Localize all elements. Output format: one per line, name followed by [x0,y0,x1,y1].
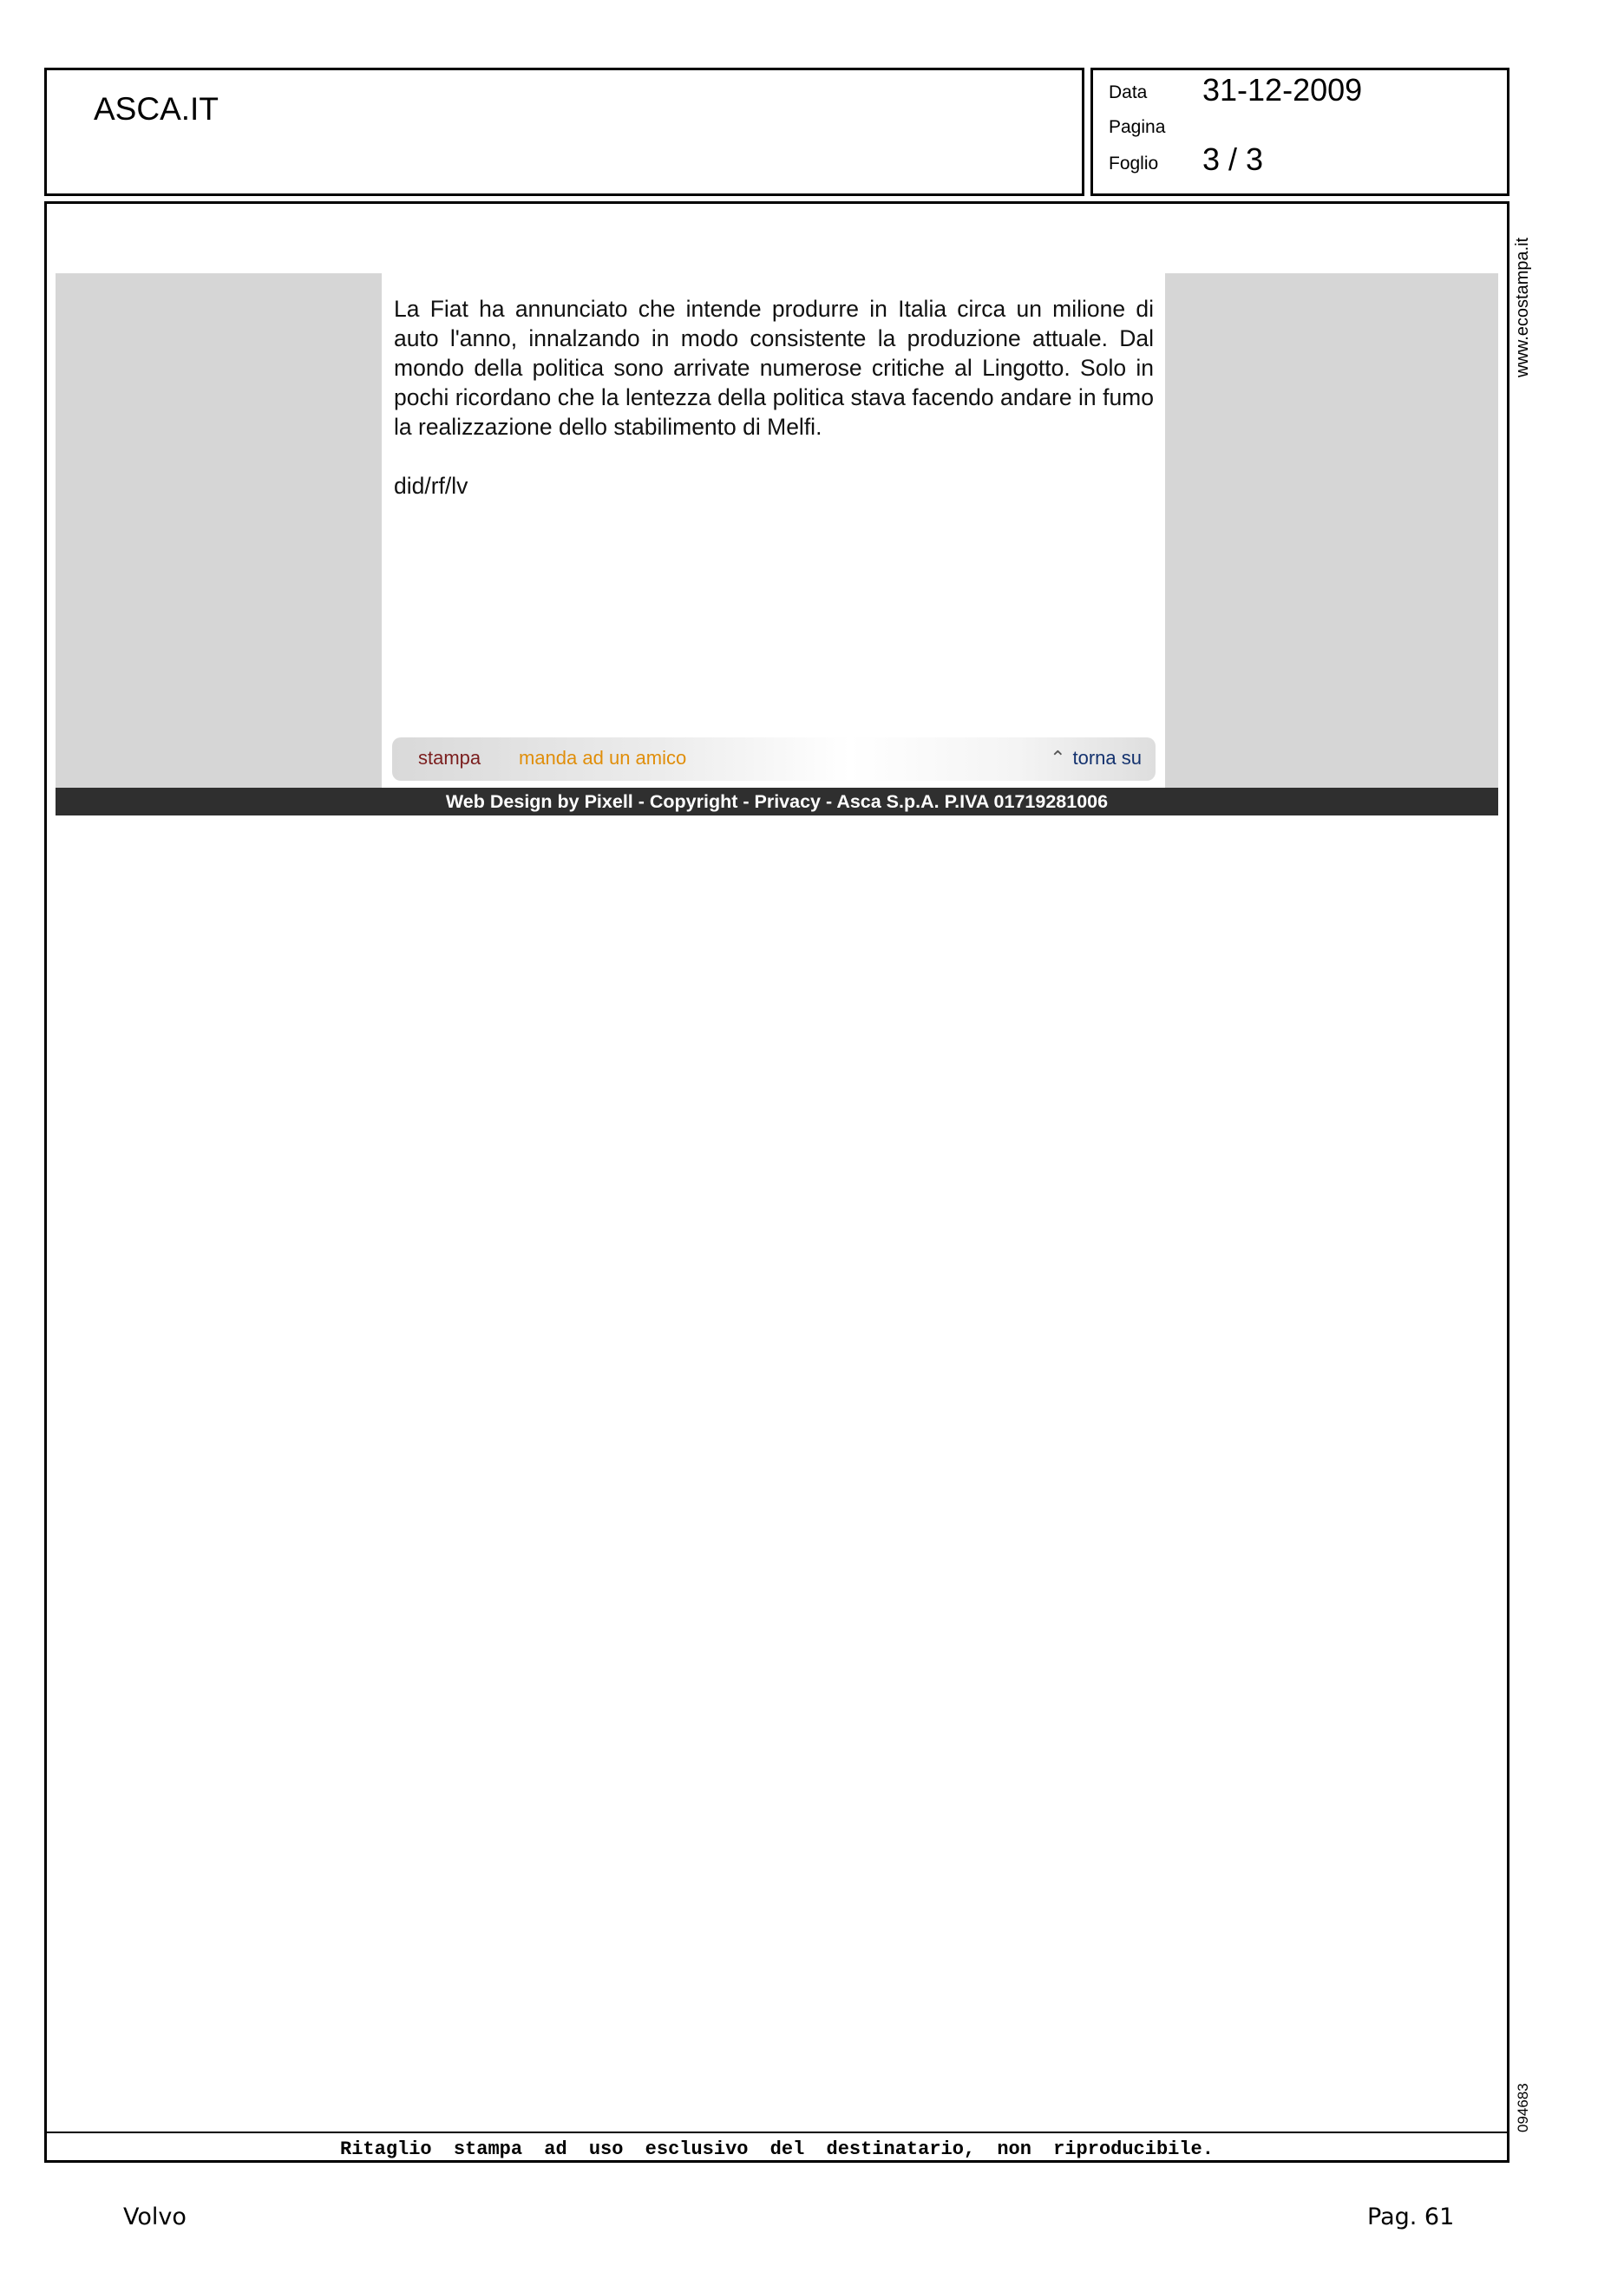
sheet-value: 3 / 3 [1202,141,1264,177]
send-to-friend-link[interactable]: manda ad un amico [519,747,687,769]
back-to-top-link[interactable] [1050,747,1142,769]
page-label: Pagina [1109,117,1166,137]
clipping-frame [44,201,1509,2163]
page-number: Pag. 61 [1367,2204,1455,2230]
back-to-top-label: torna su [1072,747,1142,769]
header-source-box [44,68,1084,196]
document-code: 094683 [1515,2083,1531,2132]
client-name: Volvo [123,2204,187,2230]
ecostampa-url: www.ecostampa.it [1513,237,1532,377]
site-footer-bar: Web Design by Pixell - Copyright - Privacy - Asca S.p.A. P.IVA 01719281006 [56,788,1498,815]
disclaimer-divider [47,2132,1507,2133]
article-toolbar [392,737,1156,781]
date-label: Data [1109,82,1148,102]
article-panel [382,273,1165,788]
sheet-label: Foglio [1109,154,1159,174]
disclaimer-text: Ritaglio stampa ad uso esclusivo del destinatario, non riproducibile. [340,2138,1214,2160]
date-value: 31-12-2009 [1202,72,1363,108]
left-gray-column [56,273,382,788]
chevron-up-icon: ⌃ [1050,747,1066,769]
right-gray-column [1165,273,1498,788]
article-signature: did/rf/lv [394,473,468,499]
source-name: ASCA.IT [94,91,219,127]
header-meta-box [1090,68,1509,196]
print-link[interactable]: stampa [418,747,481,769]
article-body: La Fiat ha annunciato che intende produrre in Italia circa un milione di auto l'anno, innalzando in modo consistente la produzione attuale. Dal mondo della politica sono arrivate numerose critiche al Lingotto. Solo in pochi ricordano che la lentezza della politica stava facendo andare in fumo la realizzazione dello stabilimento di Melfi. [394,296,1154,440]
